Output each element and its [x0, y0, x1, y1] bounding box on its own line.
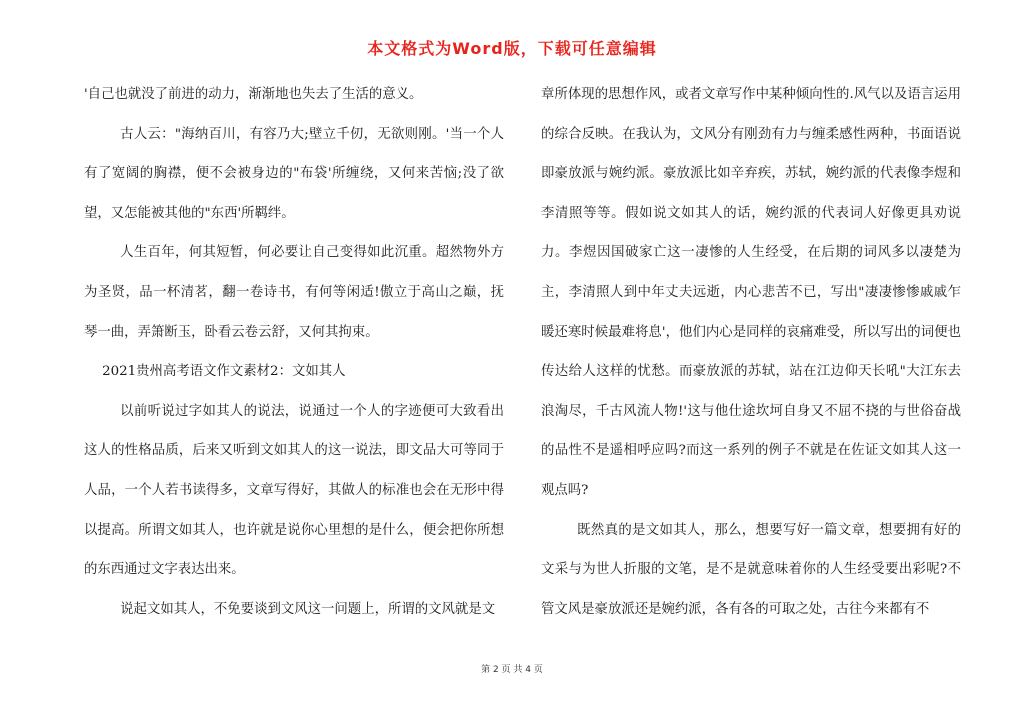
paragraph-writing-reflects-person: 以前听说过字如其人的说法，说通过一个人的字迹便可大致看出这人的性格品质，后来又听到文如其人的这一说法，即文品大可等同于人品，一个人若书读得多，文章写得好，其做人的标准也会在无形中得以提高。所谓文如其人，也许就是说你心里想的是什么，便会把你所想的东西通过文字表达出来。 [84, 403, 504, 578]
paragraph-continuation: '自己也就没了前进的动力，渐渐地也失去了生活的意义。 [84, 87, 423, 102]
paragraph-style-discussion: 章所体现的思想作风，或者文章写作中某种倾向性的.风气以及语言运用的综合反映。在我认为，文风分有刚劲有力与缠柔感性两种，书面语说即豪放派与婉约派。豪放派比如辛弃疾，苏轼，婉约派的代表像李煜和李清照等等。假如说文如其人的话，婉约派的代表词人好像更具劝说力。李煜因国破家亡这一凄惨的人生经受，在后期的词风多以凄楚为主，李清照人到中年丈夫远逝，内心悲苦不已，写出"凄凄惨惨戚戚乍暖还寒时候最难将息'，他们内心是同样的哀痛难受，所以写出的词便也传达给人这样的忧愁。而豪放派的苏轼，站在江边仰天长吼"大江东去浪淘尽，千古风流人物!'这与他仕途坎坷自身又不屈不挠的与世俗奋战的品性不是遥相呼应吗?而这一系列的例子不就是在佐证文如其人这一观点吗? [541, 87, 961, 498]
paragraph-ancient-saying: 古人云："海纳百川，有容乃大;壁立千仞，无欲则刚。'当一个人有了宽阔的胸襟，便不会被身边的"布袋'所缠绕，又何来苦恼;没了欲望，又怎能被其他的"东西'所羁绊。 [84, 126, 504, 221]
right-text-column [541, 75, 961, 629]
paragraph-conclusion-start: 既然真的是文如其人，那么，想要写好一篇文章，想要拥有好的文采与为世人折服的文笔，是不是就意味着你的人生经受要出彩呢?不管文风是豪放派还是婉约派，各有各的可取之处，古往今来都有不 [541, 522, 961, 617]
section-heading: 2021贵州高考语文作文素材2：文如其人 [102, 364, 346, 380]
paragraph-style-intro: 说起文如其人，不免要谈到文风这一问题上，所谓的文风就是文 [120, 601, 496, 617]
left-text-column [84, 75, 504, 629]
paragraph-life-hundred-years: 人生百年，何其短暂，何必要让自己变得如此沉重。超然物外方为圣贤，品一杯清茗，翻一卷诗书，有何等闲适!傲立于高山之巅，抚琴一曲，弄箫断玉，卧看云卷云舒，又何其拘束。 [84, 245, 504, 340]
document-header-title: 本文格式为Word版，下载可任意编辑 [367, 39, 657, 58]
page-number: 第 2 页 共 4 页 [481, 665, 543, 675]
